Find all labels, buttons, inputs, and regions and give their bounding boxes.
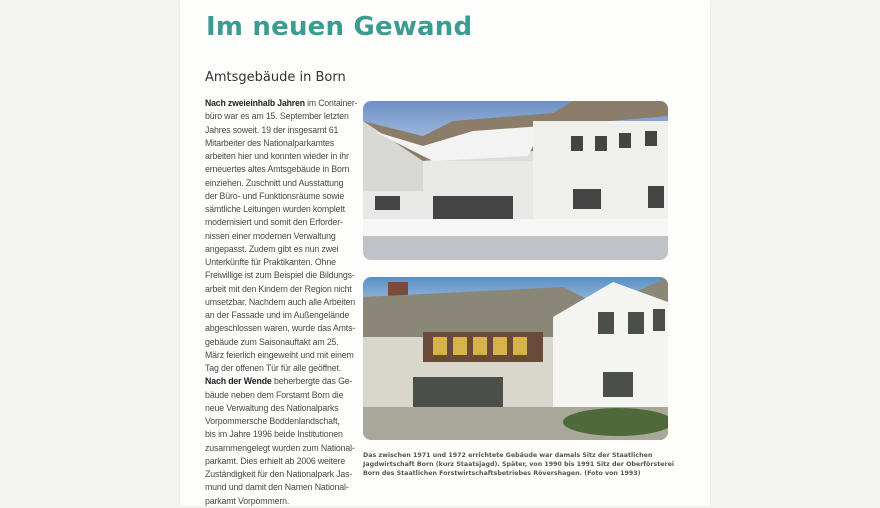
body-text: sämtliche Leitungen wurden komplett (205, 204, 345, 214)
body-text: bäude neben dem Forstamt Born die (205, 389, 344, 400)
photo-building-winter (363, 101, 668, 260)
body-text: neue Verwaltung des Nationalparks (205, 402, 339, 413)
body-text: zusammengelegt wurden zum National- (205, 442, 355, 453)
body-text: einziehen. Zuschnitt und Ausstattung (205, 177, 344, 188)
section-heading: Amtsgebäude in Born (205, 70, 346, 85)
body-line (205, 203, 345, 216)
body-text: umsetzbar. Nachdem auch alle Arbeiten (205, 296, 355, 307)
body-line (205, 230, 336, 243)
body-text: Unterkünfte für Praktikanten. Ohne (205, 257, 336, 267)
body-text: nissen einer modernen Verwaltung (205, 230, 336, 241)
body-text: modernisiert und somit den Erforder- (205, 217, 343, 228)
body-line (205, 442, 355, 455)
body-text: mund und damit den Namen National- (205, 482, 349, 493)
body-text: angepasst. Zudem gibt es nun zwei (205, 243, 339, 254)
lead-in-bold: Nach zweieinhalb Jahren (205, 98, 305, 108)
body-line (205, 124, 338, 137)
body-line (205, 243, 338, 256)
body-line (205, 428, 343, 441)
body-text: büro war es am 15. September letzten (205, 111, 349, 122)
body-text: Tag der offenen Tür für alle geöffnet. (205, 363, 342, 373)
photo-building-1993 (363, 277, 668, 440)
body-line (205, 137, 334, 150)
body-line (205, 256, 336, 269)
body-text: bis im Jahre 1996 beide Institutionen (205, 429, 343, 440)
body-line (205, 322, 355, 335)
body-line (205, 468, 352, 481)
body-line (205, 163, 349, 176)
body-text: Jahres soweit. 19 der insgesamt 61 (205, 124, 339, 135)
body-text: gebäude zum Saisonauftakt am 25. (205, 336, 339, 347)
body-text: der Büro- und Funktionsräume sowie (205, 190, 345, 201)
body-line (205, 455, 345, 468)
body-text: parkamt. Dies erhielt ab 2006 weitere (205, 455, 346, 466)
body-text: Mitarbeiter des Nationalparkamtes (205, 137, 335, 148)
body-line (205, 402, 338, 415)
body-text: parkamt Vorpommern. (205, 495, 290, 506)
body-line (205, 97, 357, 110)
body-line (205, 269, 355, 282)
body-line (205, 375, 352, 388)
body-text: Zuständigkeit für den Nationalpark Jas- (205, 469, 353, 479)
body-text: abgeschlossen waren, wurde das Amts- (205, 323, 356, 334)
body-text: arbeit mit den Kindern der Region nicht (205, 283, 352, 294)
body-text: erneuertes altes Amtsgebäude in Born (205, 164, 350, 175)
body-line (205, 389, 343, 402)
body-line (205, 309, 349, 322)
body-line (205, 283, 352, 296)
page-title: Im neuen Gewand (206, 12, 473, 42)
body-line (205, 362, 341, 375)
body-text: Vorpommersche Boddenlandschaft, (205, 416, 340, 426)
lead-in-bold: Nach der Wende (205, 376, 272, 387)
body-line (205, 296, 355, 309)
body-line (205, 415, 340, 428)
body-text: an der Fassade und im Außengelände (205, 310, 350, 320)
body-line (205, 190, 344, 203)
body-line (205, 110, 349, 123)
body-text: Freiwillige ist zum Beispiel die Bildungs- (205, 270, 355, 281)
body-line (205, 481, 349, 494)
body-line (205, 336, 339, 349)
body-text: März feierlich eingeweiht und mit einem (205, 349, 354, 360)
body-line (205, 150, 349, 163)
photo-caption: Das zwischen 1971 und 1972 errichtete Gebäude war damals Sitz der Staatlichen Jagdwirtschaft Born (kurz Staatsjagd). Später, von 1990 bis 1991 Sitz der Oberförsterei Born des Staatlichen Forstwirtschaftsbetriebes Rövershagen. (Foto von 1993) (363, 452, 675, 477)
body-text: arbeiten hier und konnten wieder in ihr (205, 151, 349, 161)
article-body (205, 97, 359, 508)
body-line (205, 349, 354, 362)
body-text: im Container- (304, 98, 358, 108)
body-line (205, 177, 343, 190)
body-text: beherbergte das Ge- (271, 376, 353, 387)
body-line (205, 216, 343, 229)
